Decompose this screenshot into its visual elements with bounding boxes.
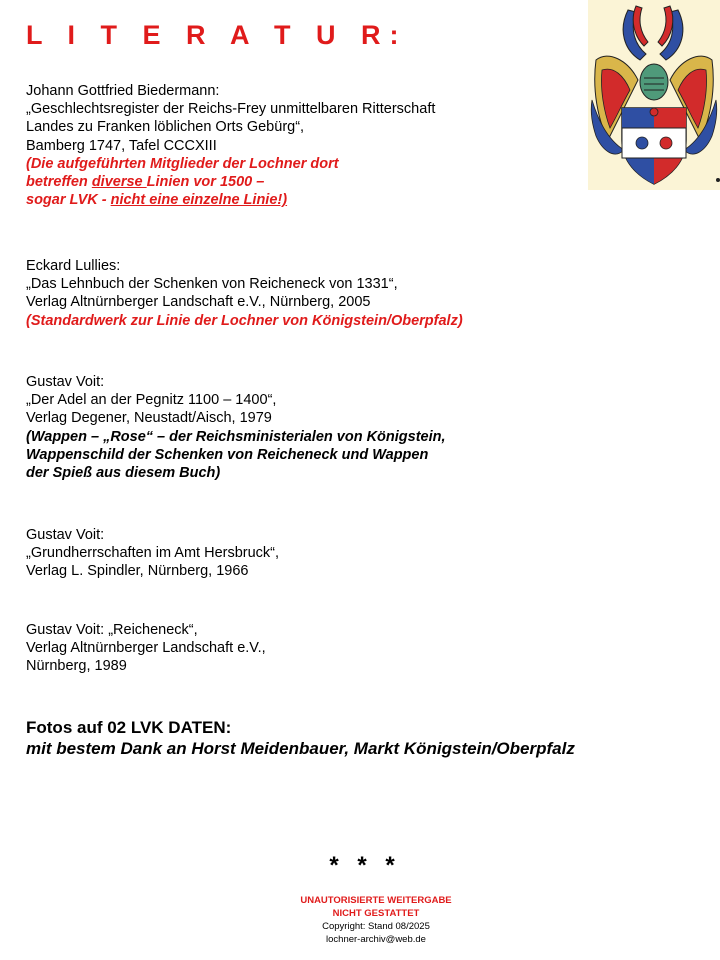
entry-line: Eckard Lullies: bbox=[26, 258, 121, 274]
footer-warning: NICHT GESTATTET bbox=[332, 908, 420, 919]
entry-note: (Die aufgeführten Mitglieder der Lochner dort bbox=[26, 155, 339, 172]
entry-line: Gustav Voit: bbox=[26, 527, 105, 543]
photo-credits bbox=[26, 717, 575, 759]
footer-copyright: Copyright: Stand 08/2025 bbox=[322, 921, 430, 932]
entry-line: Gustav Voit: bbox=[26, 374, 105, 390]
entry-note: (Standardwerk zur Linie der Lochner von Königstein/Oberpfalz) bbox=[26, 312, 463, 329]
entry-line: Landes zu Franken löblichen Orts Gebürg“, bbox=[26, 119, 305, 136]
entry-line: Gustav Voit: „Reicheneck“, bbox=[26, 622, 198, 638]
section-separator: * * * bbox=[329, 852, 401, 879]
entry-line: Johann Gottfried Biedermann: bbox=[26, 83, 220, 99]
literature-entry-voit-reicheneck bbox=[26, 621, 266, 676]
literature-entry-voit-adel bbox=[26, 373, 446, 482]
entry-line: „Geschlechtsregister der Reichs-Frey unmittelbaren Ritterschaft bbox=[26, 101, 436, 118]
footer-warning: UNAUTORISIERTE WEITERGABE bbox=[300, 895, 452, 906]
photo-credits-heading: Fotos auf 02 LVK DATEN: bbox=[26, 718, 232, 737]
entry-line: Bamberg 1747, Tafel CCCXIII bbox=[26, 137, 217, 154]
entry-note: betreffen diverse Linien vor 1500 – bbox=[26, 174, 265, 191]
entry-line: „Grundherrschaften im Amt Hersbruck“, bbox=[26, 545, 280, 562]
coat-of-arms-icon bbox=[588, 0, 720, 190]
entry-line: Verlag Degener, Neustadt/Aisch, 1979 bbox=[26, 410, 272, 427]
entry-line: Verlag L. Spindler, Nürnberg, 1966 bbox=[26, 563, 249, 580]
entry-note: der Spieß aus diesem Buch) bbox=[26, 465, 221, 482]
entry-line: Verlag Altnürnberger Landschaft e.V., bbox=[26, 640, 266, 657]
page-title: L I T E R A T U R: bbox=[26, 20, 408, 50]
footer-email: lochner-archiv@web.de bbox=[326, 934, 426, 945]
entry-line: Verlag Altnürnberger Landschaft e.V., Nürnberg, 2005 bbox=[26, 294, 371, 311]
entry-note: (Wappen – „Rose“ – der Reichsministerialen von Königstein, bbox=[26, 428, 446, 445]
entry-line: „Das Lehnbuch der Schenken von Reicheneck von 1331“, bbox=[26, 276, 398, 293]
entry-note: sogar LVK - nicht eine einzelne Linie!) bbox=[26, 192, 288, 209]
entry-line: Nürnberg, 1989 bbox=[26, 658, 127, 675]
literature-entry-lullies bbox=[26, 257, 463, 330]
literature-entry-voit-grundherrschaften bbox=[26, 526, 279, 581]
entry-line: „Der Adel an der Pegnitz 1100 – 1400“, bbox=[26, 392, 277, 409]
literature-entry-biedermann bbox=[26, 82, 435, 209]
entry-note: Wappenschild der Schenken von Reicheneck und Wappen bbox=[26, 446, 429, 463]
photo-credits-thanks: mit bestem Dank an Horst Meidenbauer, Markt Königstein/Oberpfalz bbox=[26, 739, 575, 758]
footer bbox=[0, 894, 720, 946]
